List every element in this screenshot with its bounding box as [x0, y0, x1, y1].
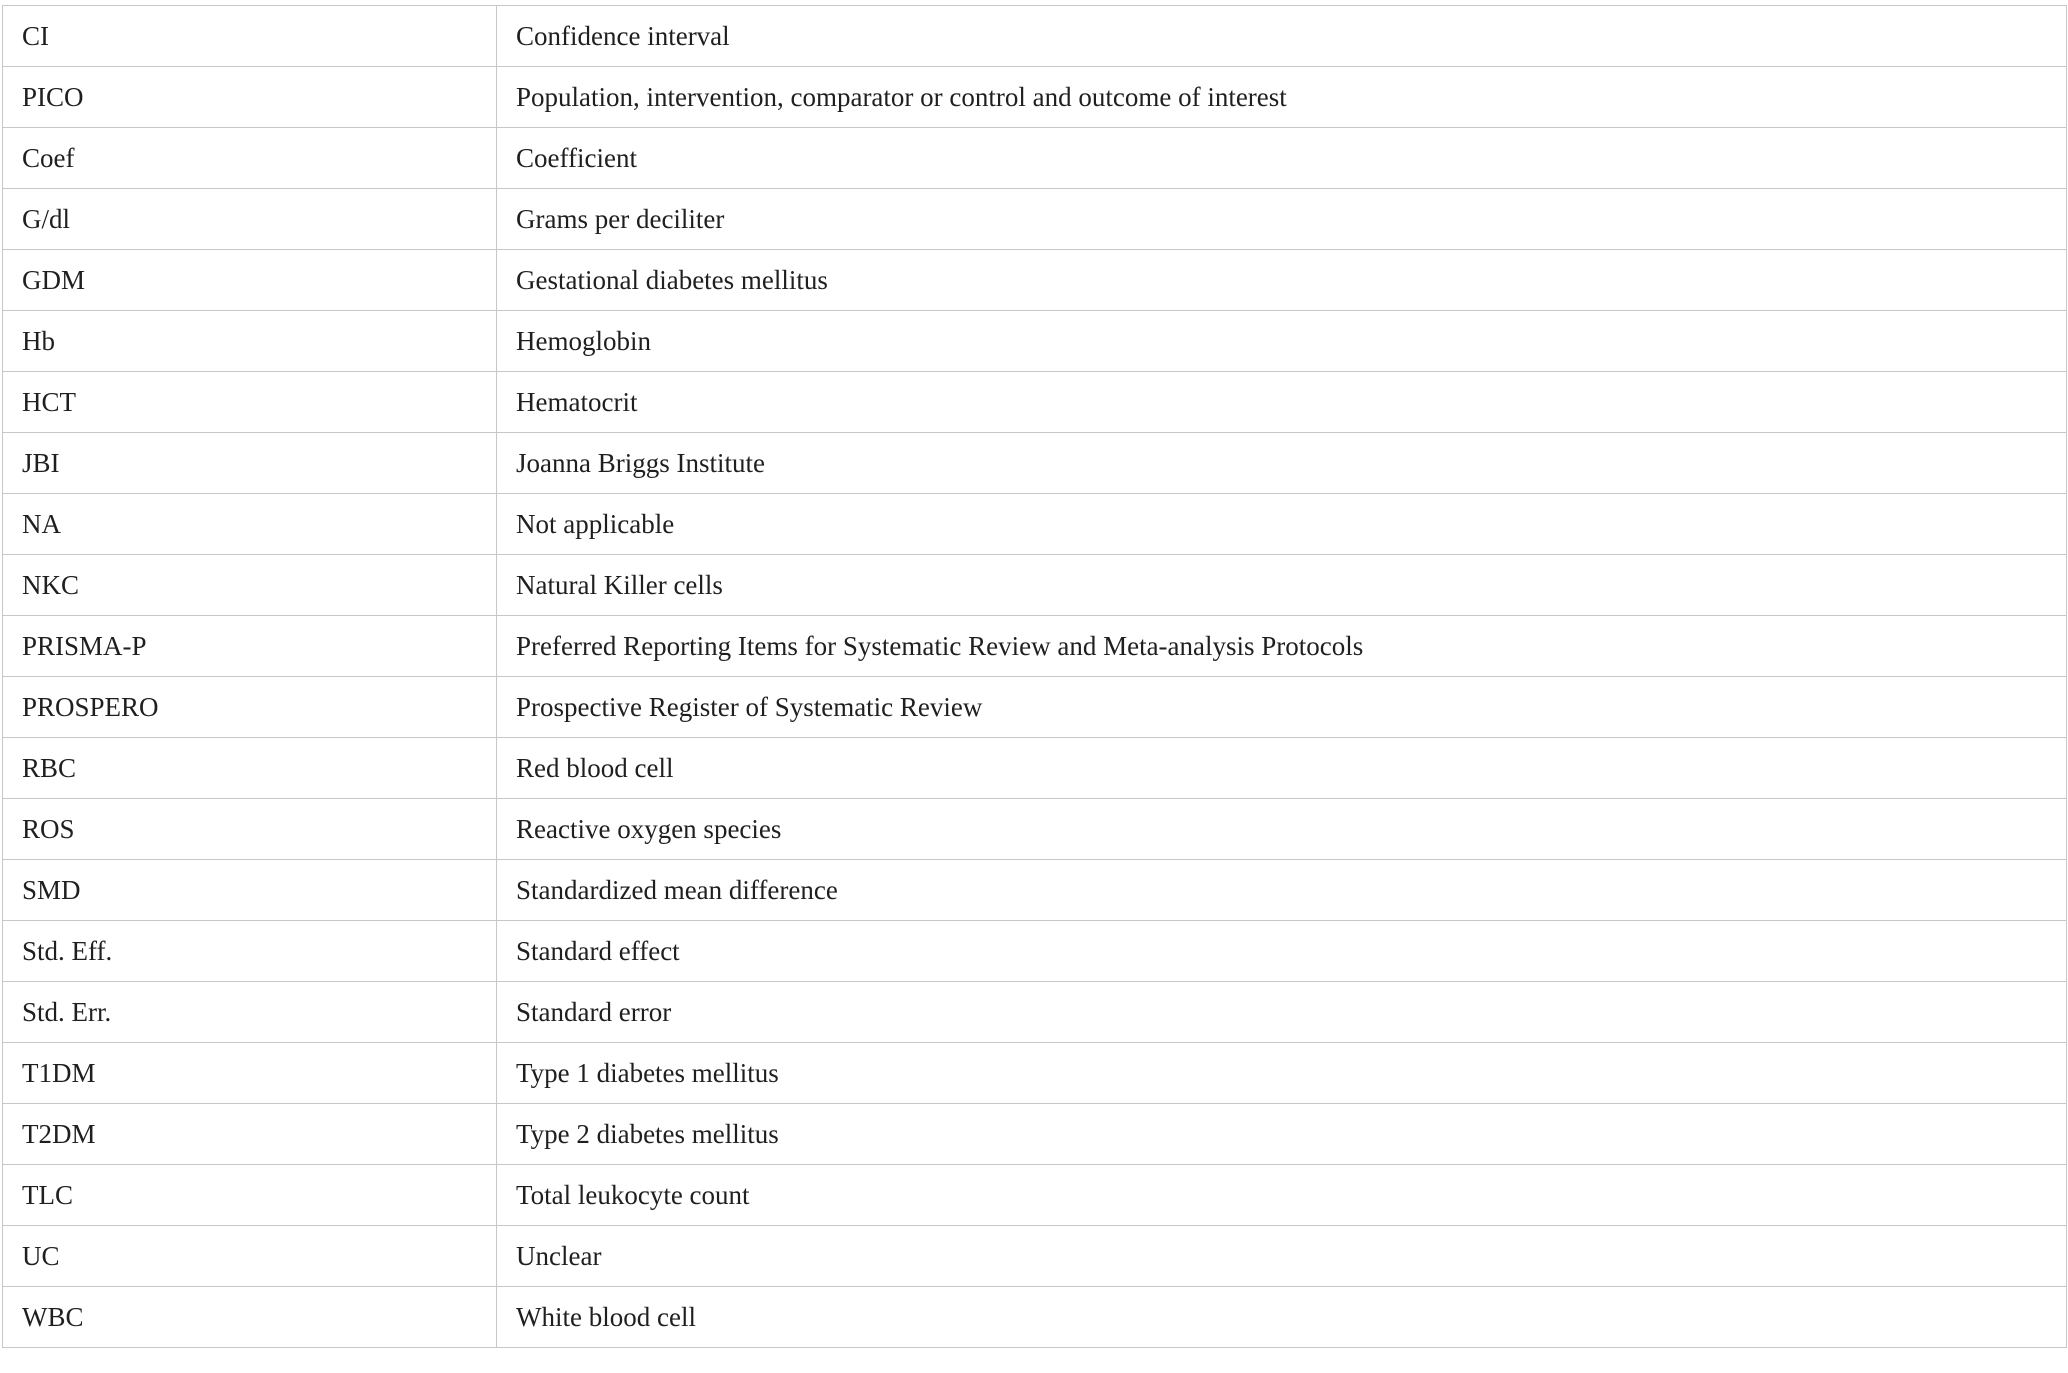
- abbreviation-cell: UC: [3, 1226, 497, 1287]
- definition-cell: Prospective Register of Systematic Review: [497, 677, 2067, 738]
- table-row: [3, 616, 2067, 677]
- definition-cell: Joanna Briggs Institute: [497, 433, 2067, 494]
- definition-cell: Standard effect: [497, 921, 2067, 982]
- table-row: [3, 555, 2067, 616]
- abbreviation-cell: Std. Eff.: [3, 921, 497, 982]
- definition-cell: Hematocrit: [497, 372, 2067, 433]
- abbreviation-cell: PICO: [3, 67, 497, 128]
- table-row: [3, 6, 2067, 67]
- definition-cell: Standardized mean difference: [497, 860, 2067, 921]
- abbreviations-table-body: [3, 6, 2067, 1348]
- definition-cell: Type 1 diabetes mellitus: [497, 1043, 2067, 1104]
- abbreviation-cell: NA: [3, 494, 497, 555]
- definition-cell: Confidence interval: [497, 6, 2067, 67]
- definition-cell: Reactive oxygen species: [497, 799, 2067, 860]
- table-row: [3, 189, 2067, 250]
- definition-cell: White blood cell: [497, 1287, 2067, 1348]
- abbreviation-cell: T2DM: [3, 1104, 497, 1165]
- table-row: [3, 311, 2067, 372]
- abbreviation-cell: Hb: [3, 311, 497, 372]
- definition-cell: Natural Killer cells: [497, 555, 2067, 616]
- definition-cell: Grams per deciliter: [497, 189, 2067, 250]
- abbreviation-cell: HCT: [3, 372, 497, 433]
- table-row: [3, 1104, 2067, 1165]
- definition-cell: Gestational diabetes mellitus: [497, 250, 2067, 311]
- definition-cell: Type 2 diabetes mellitus: [497, 1104, 2067, 1165]
- table-row: [3, 1226, 2067, 1287]
- abbreviation-cell: WBC: [3, 1287, 497, 1348]
- abbreviation-cell: GDM: [3, 250, 497, 311]
- definition-cell: Hemoglobin: [497, 311, 2067, 372]
- definition-cell: Total leukocyte count: [497, 1165, 2067, 1226]
- abbreviation-cell: G/dl: [3, 189, 497, 250]
- definition-cell: Standard error: [497, 982, 2067, 1043]
- abbreviation-cell: NKC: [3, 555, 497, 616]
- table-row: [3, 982, 2067, 1043]
- table-row: [3, 67, 2067, 128]
- table-row: [3, 1043, 2067, 1104]
- table-row: [3, 677, 2067, 738]
- table-row: [3, 494, 2067, 555]
- definition-cell: Preferred Reporting Items for Systematic Review and Meta-analysis Protocols: [497, 616, 2067, 677]
- abbreviation-cell: CI: [3, 6, 497, 67]
- abbreviation-cell: RBC: [3, 738, 497, 799]
- table-row: [3, 250, 2067, 311]
- abbreviation-cell: Std. Err.: [3, 982, 497, 1043]
- abbreviation-cell: PRISMA-P: [3, 616, 497, 677]
- table-row: [3, 921, 2067, 982]
- table-row: [3, 860, 2067, 921]
- definition-cell: Population, intervention, comparator or control and outcome of interest: [497, 67, 2067, 128]
- abbreviation-cell: JBI: [3, 433, 497, 494]
- definition-cell: Coefficient: [497, 128, 2067, 189]
- abbreviation-cell: PROSPERO: [3, 677, 497, 738]
- table-row: [3, 128, 2067, 189]
- table-row: [3, 738, 2067, 799]
- table-row: [3, 372, 2067, 433]
- table-row: [3, 1287, 2067, 1348]
- abbreviation-cell: Coef: [3, 128, 497, 189]
- abbreviation-cell: TLC: [3, 1165, 497, 1226]
- table-row: [3, 1165, 2067, 1226]
- abbreviation-cell: SMD: [3, 860, 497, 921]
- table-row: [3, 433, 2067, 494]
- definition-cell: Not applicable: [497, 494, 2067, 555]
- table-row: [3, 799, 2067, 860]
- definition-cell: Red blood cell: [497, 738, 2067, 799]
- abbreviation-cell: T1DM: [3, 1043, 497, 1104]
- abbreviation-cell: ROS: [3, 799, 497, 860]
- definition-cell: Unclear: [497, 1226, 2067, 1287]
- abbreviations-table: [2, 5, 2067, 1348]
